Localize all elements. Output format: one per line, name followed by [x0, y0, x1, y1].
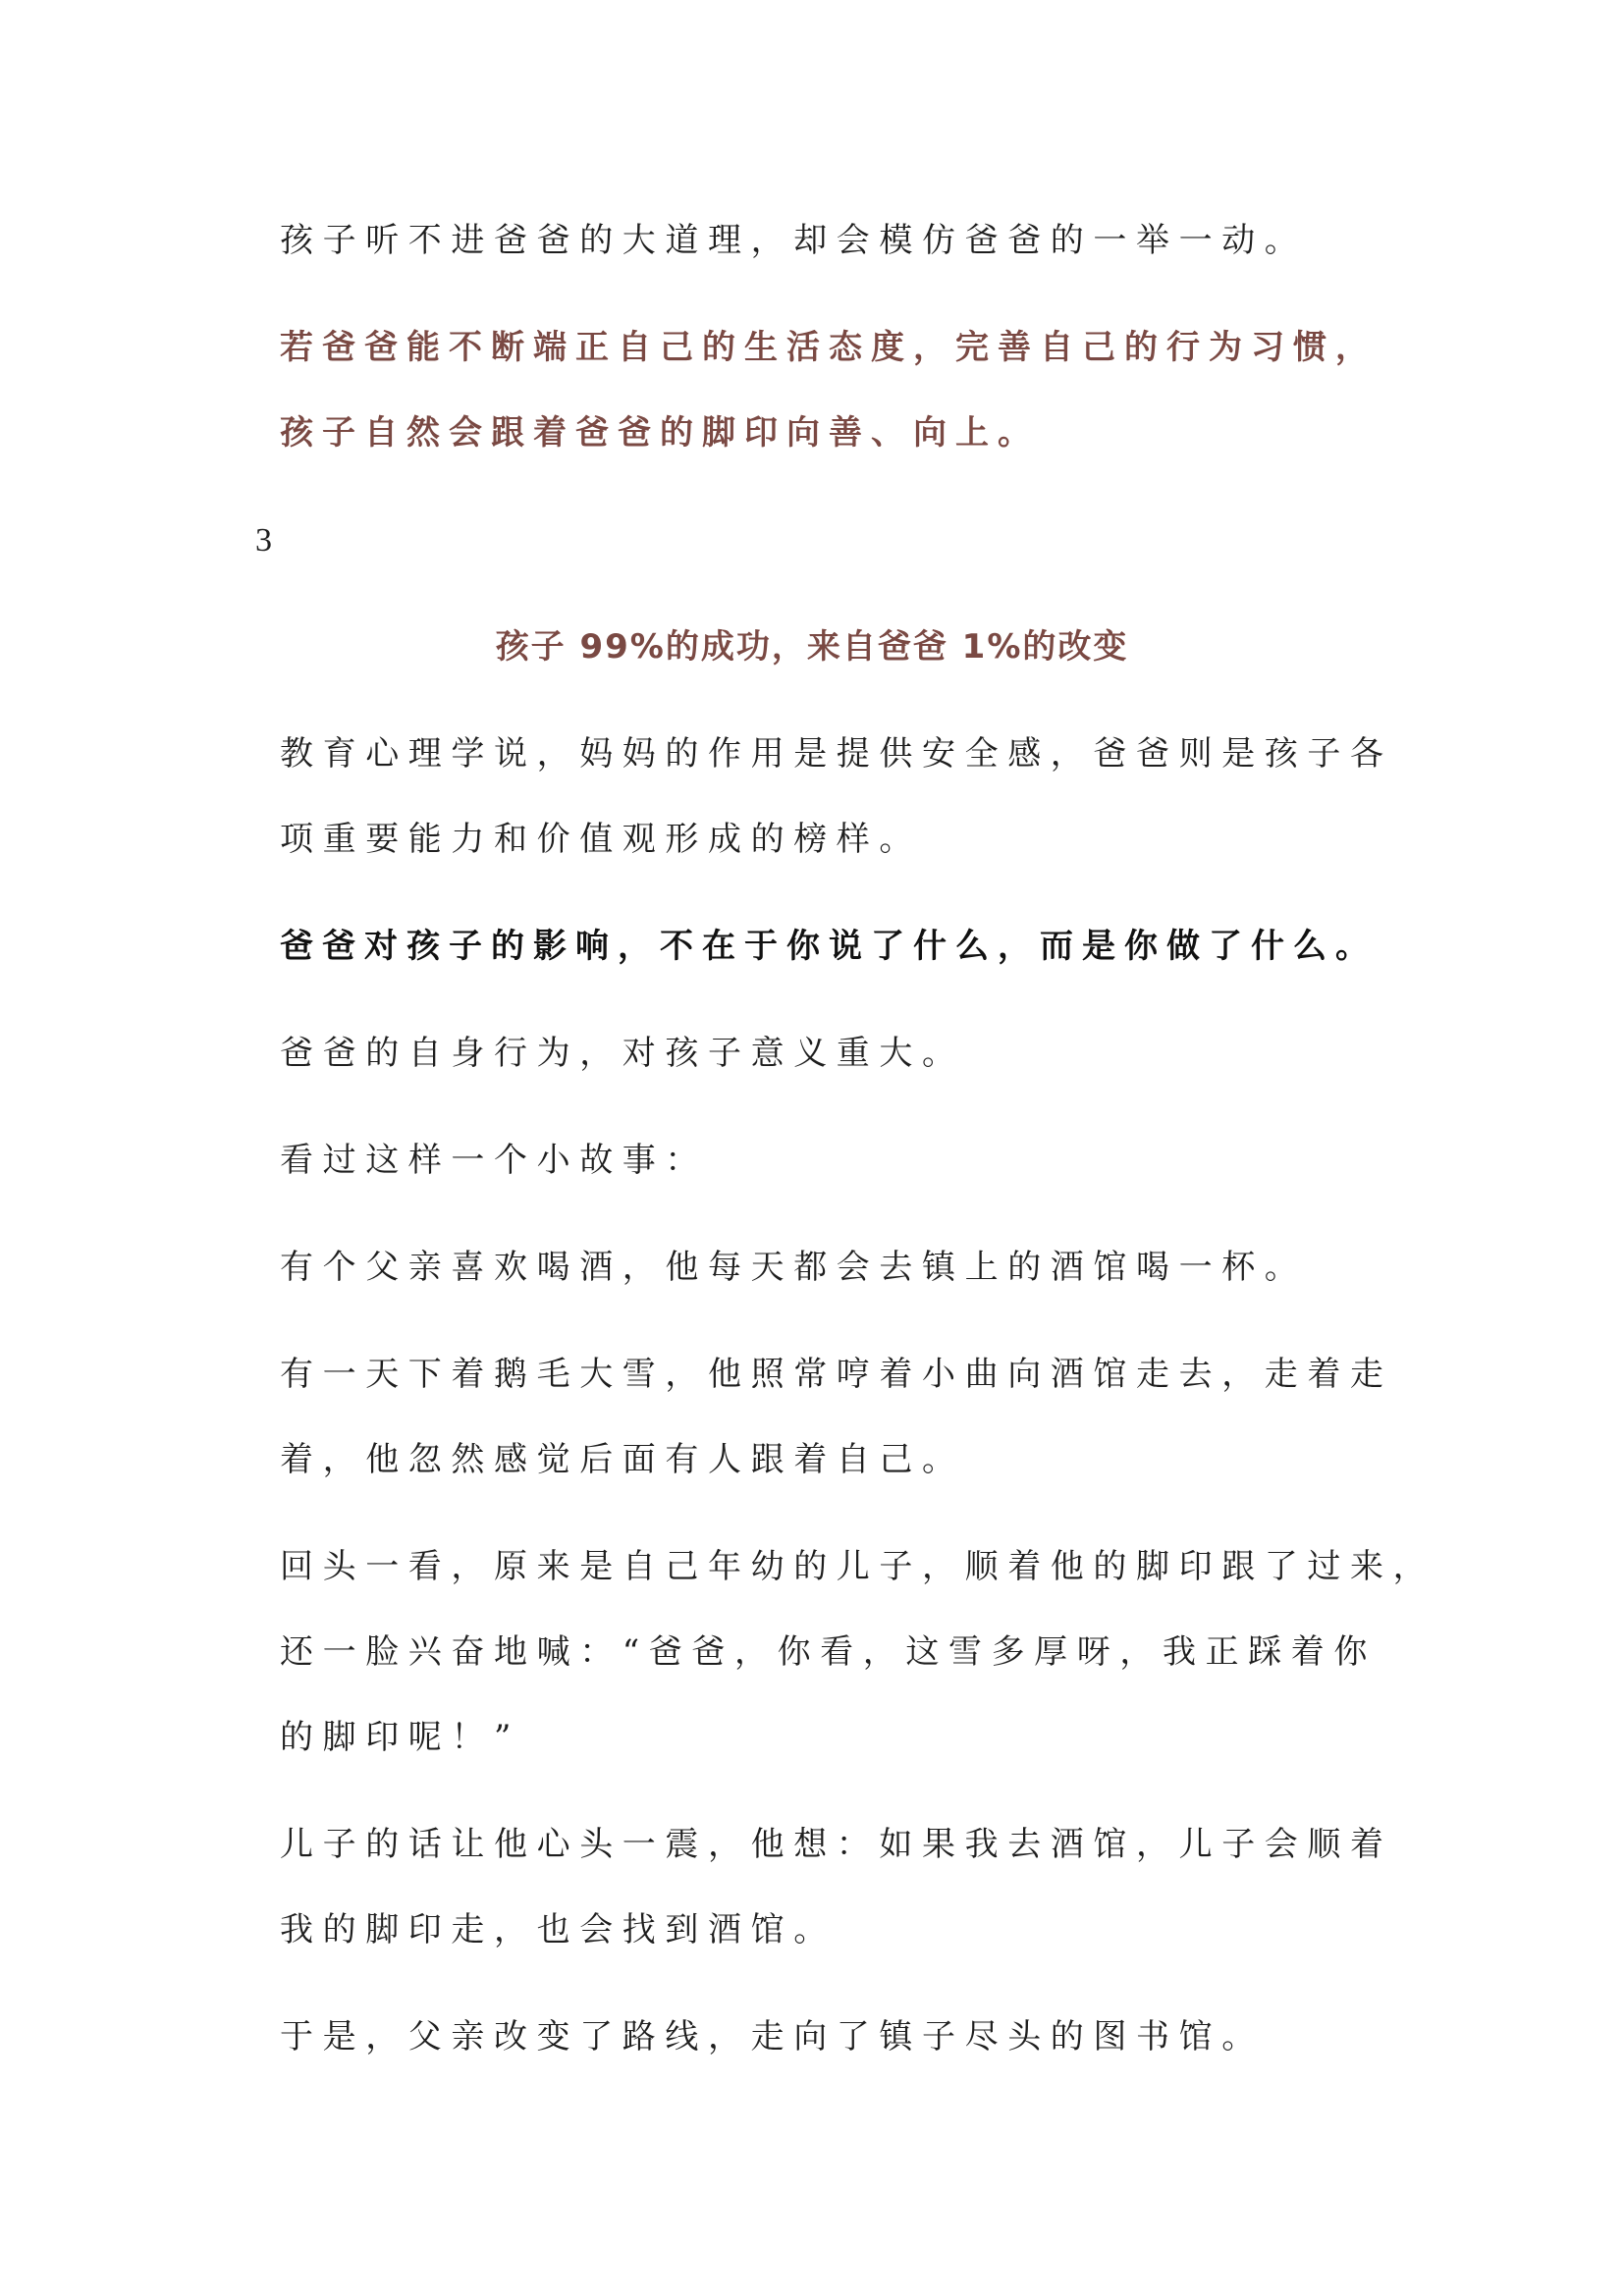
paragraph [280, 712, 1393, 882]
bold-paragraph [280, 904, 1378, 989]
paragraph [280, 198, 1360, 284]
text-line: 爸爸的自身行为，对孩子意义重大。 [280, 1034, 965, 1073]
text-line: 看过这样一个小故事： [280, 1141, 708, 1180]
text-line: 回头一看，原来是自己年幼的儿子，顺着他的脚印跟了过来， [280, 1547, 1436, 1586]
text-line: 爸爸对孩子的影响，不在于你说了什么，而是你做了什么。 [280, 927, 1378, 966]
text-line: 孩子听不进爸爸的大道理，却会模仿爸爸的一举一动。 [280, 221, 1308, 260]
paragraph [280, 1225, 1360, 1310]
paragraph [280, 1802, 1393, 1973]
text-line: 有个父亲喜欢喝酒，他每天都会去镇上的酒馆喝一杯。 [280, 1248, 1308, 1287]
text-line: 有一天下着鹅毛大雪，他照常哼着小曲向酒馆走去，走着走 [280, 1355, 1393, 1394]
text-line: 于是，父亲改变了路线，走向了镇子尽头的图书馆。 [280, 2017, 1265, 2056]
text-line: 若爸爸能不断端正自己的生活态度，完善自己的行为习惯， [280, 328, 1378, 367]
paragraph [280, 1332, 1393, 1503]
text-line: 我的脚印走，也会找到酒馆。 [280, 1910, 837, 1949]
paragraph [280, 1524, 1436, 1781]
paragraph [280, 1011, 1360, 1096]
section-number: 3 [255, 522, 272, 559]
highlight-paragraph [280, 305, 1378, 476]
text-line: 儿子的话让他心头一震，他想：如果我去酒馆，儿子会顺着 [280, 1825, 1393, 1864]
text-line: 的脚印呢！” [280, 1718, 520, 1757]
text-line: 着，他忽然感觉后面有人跟着自己。 [280, 1440, 965, 1479]
text-line: 孩子自然会跟着爸爸的脚印向善、向上。 [280, 413, 1040, 453]
text-line: 教育心理学说，妈妈的作用是提供安全感，爸爸则是孩子各 [280, 734, 1393, 774]
text-line: 项重要能力和价值观形成的榜样。 [280, 820, 922, 859]
document-page [255, 198, 1436, 2102]
paragraph [280, 1995, 1360, 2080]
section-title: 孩子 99%的成功，来自爸爸 1%的改变 [495, 627, 1129, 667]
paragraph [280, 1118, 1360, 1203]
text-line: 还一脸兴奋地喊：“爸爸，你看，这雪多厚呀，我正踩着你 [280, 1632, 1377, 1672]
